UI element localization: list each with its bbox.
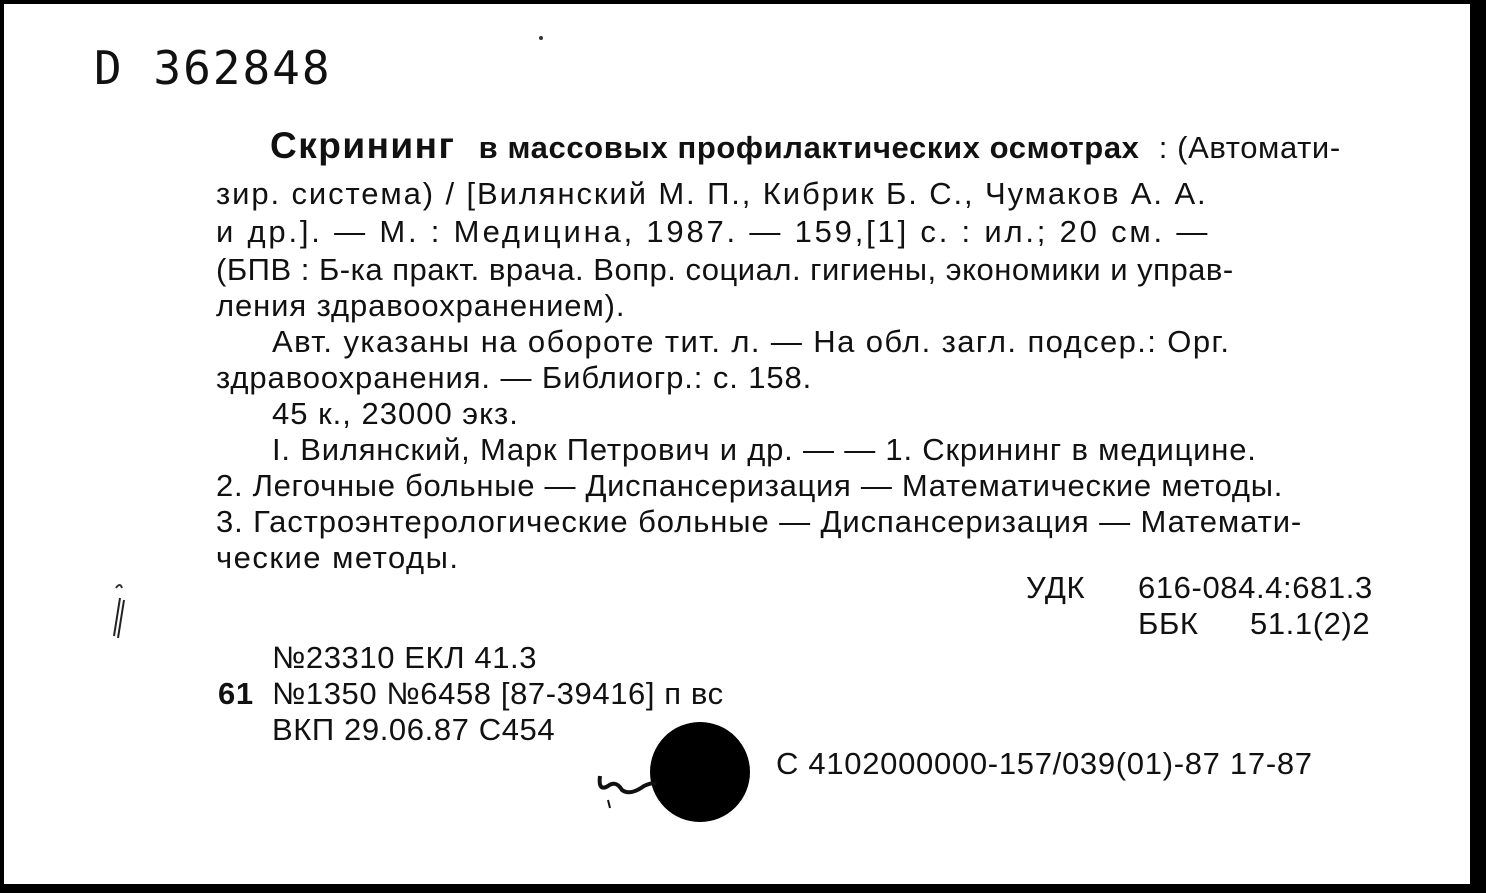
- subjects-line-3: 3. Гастроэнтерологические больные — Диспансеризация — Математи-: [216, 504, 1303, 539]
- punch-hole: [650, 722, 750, 822]
- entry-line-2: зир. система) / [Вилянский М. П., Кибрик Б. С., Чумаков А. А.: [216, 176, 1208, 211]
- notes-line-1: Авт. указаны на обороте тит. л. — На обл. загл. подсер.: Орг.: [272, 324, 1231, 359]
- udk-label: УДК: [1026, 570, 1086, 605]
- price-line: 45 к., 23000 экз.: [272, 396, 519, 431]
- subjects-line-4: ческие методы.: [216, 540, 460, 575]
- bbk-value: 51.1(2)2: [1250, 606, 1371, 641]
- entry-line-3: и др.]. — М. : Медицина, 1987. — 159,[1] с. : ил.; 20 см. —: [216, 214, 1211, 249]
- title-word: Скрининг: [270, 125, 456, 166]
- speck-mark: [539, 36, 543, 40]
- bbk-label: ББК: [1138, 606, 1199, 641]
- registry-prefix: 61: [218, 676, 254, 711]
- subjects-line-1: I. Вилянский, Марк Петрович и др. — — 1. Скрининг в медицине.: [272, 432, 1257, 467]
- registry-line-1: №23310 ЕКЛ 41.3: [272, 640, 538, 675]
- udk-value: 616-084.4:681.3: [1138, 570, 1373, 605]
- catalog-card: [4, 4, 1470, 884]
- entry-title-line: [270, 125, 1341, 166]
- pencil-mark: [106, 580, 130, 640]
- registry-line-3: ВКП 29.06.87 С454: [272, 712, 556, 747]
- pen-squiggle: [594, 756, 664, 816]
- title-tail: : (Автомати-: [1158, 130, 1341, 165]
- title-rest: в массовых профилактических осмотрах: [478, 130, 1140, 165]
- notes-line-2: здравоохранения. — Библиогр.: с. 158.: [216, 360, 813, 395]
- registry-line-2: №1350 №6458 [87-39416] п вс: [272, 676, 724, 711]
- code-line: С 4102000000-157/039(01)-87 17-87: [776, 746, 1313, 781]
- entry-line-5: ления здравоохранением).: [216, 288, 626, 323]
- card-edge: [1470, 0, 1486, 893]
- subjects-line-2: 2. Легочные больные — Диспансеризация — Математические методы.: [216, 468, 1284, 503]
- call-number: D 362848: [94, 41, 332, 95]
- entry-line-4: (БПВ : Б-ка практ. врача. Вопр. социал. гигиены, экономики и управ-: [216, 252, 1234, 287]
